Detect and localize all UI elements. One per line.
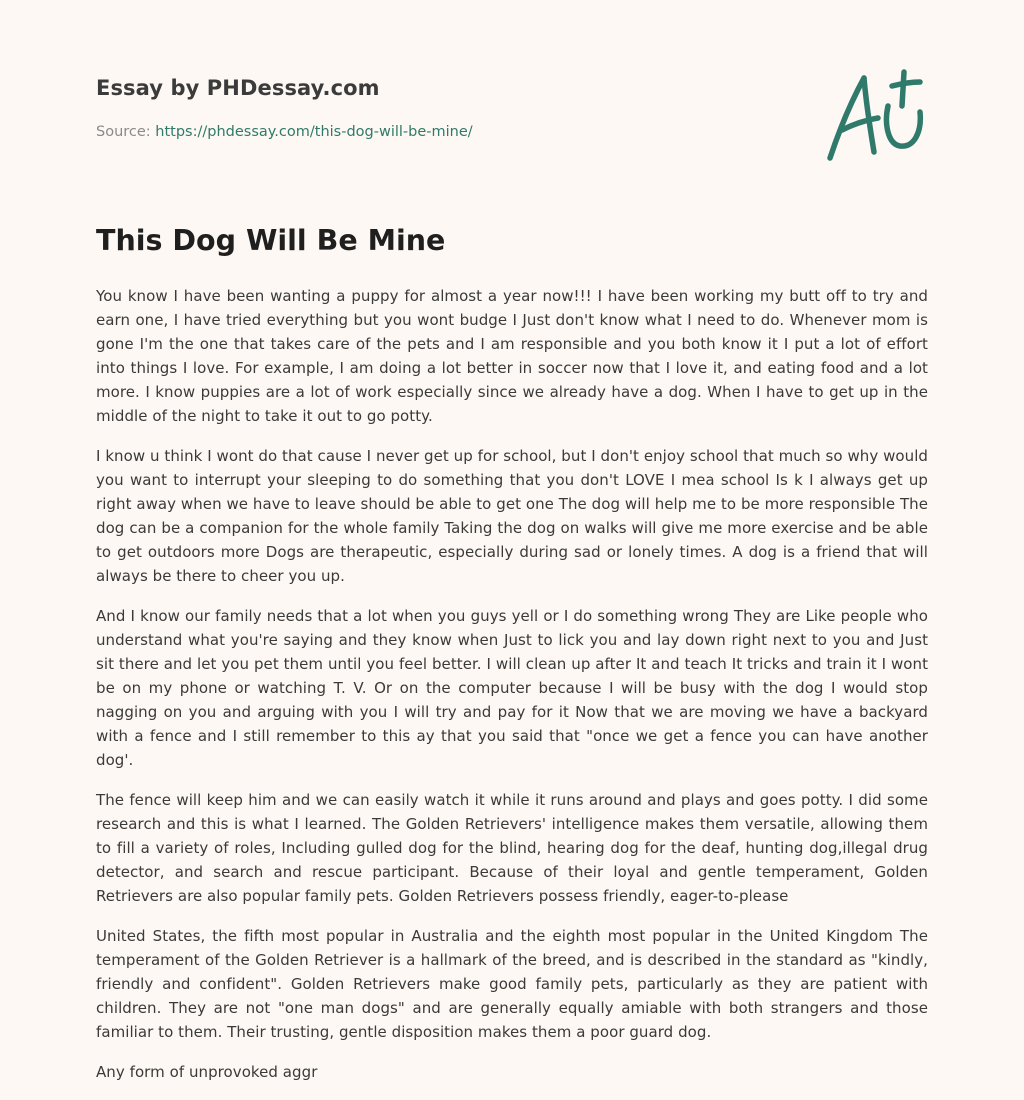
site-brand: Essay by PHDessay.com xyxy=(96,76,380,100)
source-label: Source: xyxy=(96,124,156,140)
essay-paragraph: The fence will keep him and we can easily watch it while it runs around and plays and goes potty. I did some research and this is what I learned. The Golden Retrievers' intelligence makes them versatile, allowing them to fill a variety of roles, Including gulled dog for the blind, hearing dog for the deaf, hunting dog,illegal drug detector, and search and rescue participant. Because of their loyal and gentle temperament, Golden Retrievers are also popular family pets. Golden Retrievers possess friendly, eager-to-please xyxy=(96,791,928,905)
essay-body xyxy=(96,284,928,1100)
essay-paragraph: You know I have been wanting a puppy for almost a year now!!! I have been working my butt off to try and earn one, I have tried everything but you wont budge I Just don't know what I need to do. Whenever mom is gone I'm the one that takes care of the pets and I am responsible and you both know it I put a lot of effort into things I love. For example, I am doing a lot better in soccer now that I love it, and eating food and a lot more. I know puppies are a lot of work especially since we already have a dog. When I have to get up in the middle of the night to take it out to go potty. xyxy=(96,287,928,425)
a-plus-logo-icon xyxy=(822,66,930,166)
essay-paragraph: I know u think I wont do that cause I never get up for school, but I don't enjoy school that much so why would you want to interrupt your sleeping to do something that you don't LOVE I mea school Is k I always get up right away when we have to leave should be able to get one The dog will help me to be more responsible The dog can be a companion for the whole family Taking the dog on walks will give me more exercise and be able to get outdoors more Dogs are therapeutic, especially during sad or lonely times. A dog is a friend that will always be there to cheer you up. xyxy=(96,447,928,585)
essay-title: This Dog Will Be Mine xyxy=(96,224,446,257)
source-line xyxy=(96,124,473,140)
essay-paragraph: And I know our family needs that a lot when you guys yell or I do something wrong They are Like people who understand what you're saying and they know when Just to lick you and lay down right next to you and Just sit there and let you pet them until you feel better. I will clean up after It and teach It tricks and train it I wont be on my phone or watching T. V. Or on the computer because I will be busy with the dog I would stop nagging on you and arguing with you I will try and pay for it Now that we are moving we have a backyard with a fence and I still remember to this ay that you said that "once we get a fence you can have another dog'. xyxy=(96,607,928,769)
essay-paragraph: United States, the fifth most popular in Australia and the eighth most popular in the United Kingdom The temperament of the Golden Retriever is a hallmark of the breed, and is described in the standard as "kindly, friendly and confident". Golden Retrievers make good family pets, particularly as they are patient with children. They are not "one man dogs" and are generally equally amiable with both strangers and those familiar to them. Their trusting, gentle disposition makes them a poor guard dog. xyxy=(96,927,928,1041)
source-link[interactable]: https://phdessay.com/this-dog-will-be-mine/ xyxy=(155,124,473,140)
essay-paragraph: Any form of unprovoked aggr xyxy=(96,1063,318,1081)
